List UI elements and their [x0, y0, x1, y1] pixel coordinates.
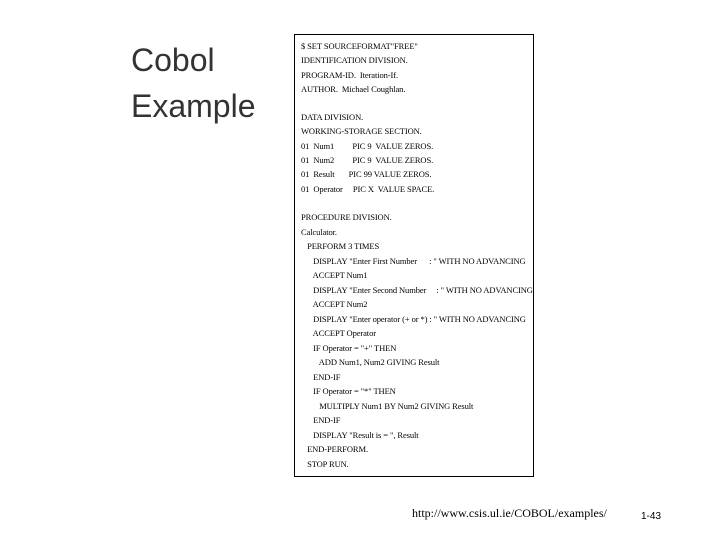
slide-title-line-1: Cobol	[131, 42, 215, 78]
code-line: IDENTIFICATION DIVISION.	[301, 55, 408, 65]
source-url: http://www.csis.ul.ie/COBOL/examples/	[412, 506, 607, 520]
code-line: ADD Num1, Num2 GIVING Result	[301, 357, 440, 367]
code-line: 01 Num2 PIC 9 VALUE ZEROS.	[301, 155, 434, 165]
code-line: 01 Result PIC 99 VALUE ZEROS.	[301, 169, 432, 179]
code-line: Calculator.	[301, 227, 337, 237]
code-line: DISPLAY "Result is = ", Result	[301, 430, 419, 440]
code-line: DISPLAY "Enter Second Number : " WITH NO ADVANCING	[301, 285, 533, 295]
code-line: AUTHOR. Michael Coughlan.	[301, 84, 406, 94]
code-listing-box	[294, 34, 534, 477]
code-line: MULTIPLY Num1 BY Num2 GIVING Result	[301, 401, 474, 411]
code-line: WORKING-STORAGE SECTION.	[301, 126, 422, 136]
code-line: DISPLAY "Enter operator (+ or *) : " WITH NO ADVANCING	[301, 314, 526, 324]
code-line: END-PERFORM.	[301, 444, 368, 454]
code-line: PERFORM 3 TIMES	[301, 241, 380, 251]
code-line: DATA DIVISION.	[301, 112, 364, 122]
code-line: ACCEPT Num1	[301, 270, 368, 280]
code-line: $ SET SOURCEFORMAT"FREE"	[301, 41, 418, 51]
code-line: IF Operator = "*" THEN	[301, 386, 396, 396]
code-line: END-IF	[301, 415, 341, 425]
code-line: 01 Operator PIC X VALUE SPACE.	[301, 184, 435, 194]
code-line: ACCEPT Operator	[301, 328, 376, 338]
page-number: 1-43	[641, 511, 662, 522]
code-line: ACCEPT Num2	[301, 299, 368, 309]
code-line: STOP RUN.	[301, 459, 349, 469]
code-line: PROCEDURE DIVISION.	[301, 212, 392, 222]
code-line: DISPLAY "Enter First Number : " WITH NO ADVANCING	[301, 256, 526, 266]
code-line: 01 Num1 PIC 9 VALUE ZEROS.	[301, 141, 434, 151]
code-line: END-IF	[301, 372, 341, 382]
code-line: IF Operator = "+" THEN	[301, 343, 397, 353]
code-line: PROGRAM-ID. Iteration-If.	[301, 70, 399, 80]
slide-title-line-2: Example	[131, 88, 256, 124]
